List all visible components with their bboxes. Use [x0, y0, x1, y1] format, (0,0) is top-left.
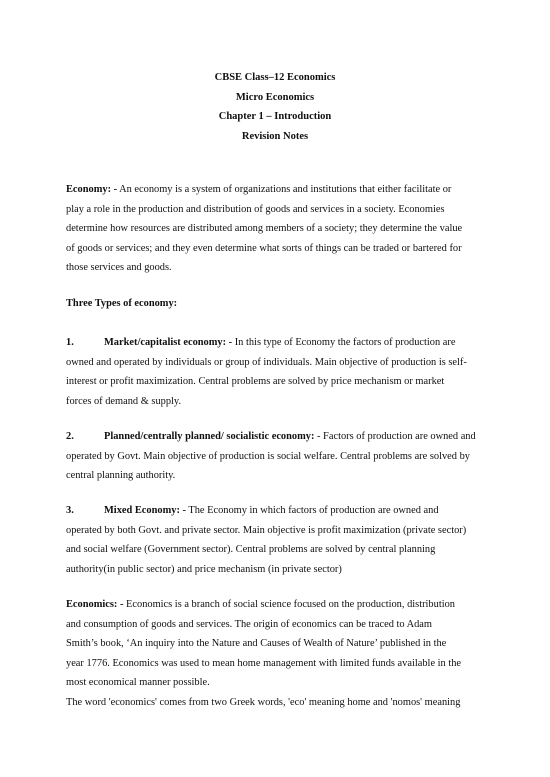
paragraph-line: 1. Market/capitalist economy: - In this type of Economy the factors of production are — [66, 333, 491, 353]
paragraph-line: interest or profit maximization. Central problems are solved by price mechanism or market — [66, 376, 445, 388]
paragraph-line: those services and goods. — [66, 262, 172, 274]
paragraph-line: Smith’s book, ‘An inquiry into the Nature and Causes of Wealth of Nature’ published in the — [66, 638, 447, 650]
header-chapter: Chapter 1 – Introduction — [218, 111, 332, 122]
market-term: Market/capitalist economy: - — [104, 337, 233, 348]
market-economy-item — [66, 333, 491, 411]
paragraph-line: forces of demand & supply. — [66, 395, 182, 407]
paragraph-line: most economical manner possible. — [66, 677, 210, 689]
paragraph-line: 2. Planned/centrally planned/ socialistic economy: - Factors of production are owned and — [66, 427, 491, 447]
document-header — [0, 68, 550, 146]
paragraph-line: Economy: - An economy is a system of organizations and institutions that either facilitate or — [66, 184, 452, 195]
header-subject: Micro Economics — [235, 91, 315, 103]
paragraph-line: authority(in public sector) and price mechanism (in private sector) — [66, 563, 342, 575]
paragraph-line: Economics: - Economics is a branch of social science focused on the production, distribution — [66, 599, 455, 610]
mixed-economy-item — [66, 501, 491, 579]
paragraph-line: of goods or services; and they even determine what sorts of things can be traded or bartered for — [66, 242, 462, 254]
paragraph-line: and consumption of goods and services. The origin of economics can be traced to Adam — [66, 618, 432, 630]
planned-economy-item — [66, 427, 491, 486]
paragraph-line: determine how resources are distributed among members of a society; they determine the value — [66, 223, 463, 235]
paragraph-line: year 1776. Economics was used to mean home management with limited funds available in the — [66, 657, 462, 669]
item-number: 3. — [66, 505, 74, 516]
paragraph-line: operated by Govt. Main objective of production is social welfare. Central problems are solved by — [66, 450, 470, 462]
item-number: 1. — [66, 337, 74, 348]
paragraph-line: central planning authority. — [66, 470, 176, 482]
paragraph-line: owned and operated by individuals or group of individuals. Main objective of production is self- — [66, 356, 467, 368]
mixed-term: Mixed Economy: - — [104, 505, 186, 516]
header-title: CBSE Class–12 Economics — [214, 72, 336, 83]
planned-term: Planned/centrally planned/ socialistic economy: — [104, 431, 315, 442]
paragraph-line: operated by both Govt. and private sector. Main objective is profit maximization (private sector) — [66, 524, 467, 536]
paragraph-line: The word 'economics' comes from two Greek words, 'eco' meaning home and 'nomos' meaning — [66, 696, 461, 708]
economy-definition — [66, 180, 491, 278]
types-heading: Three Types of economy: — [66, 298, 178, 309]
header-notes-label: Revision Notes — [241, 130, 309, 142]
item-number: 2. — [66, 431, 74, 442]
economy-term: Economy: - — [66, 184, 118, 195]
economics-term: Economics: - — [66, 599, 124, 610]
paragraph-line: 3. Mixed Economy: - The Economy in which factors of production are owned and — [66, 501, 491, 521]
paragraph-line: and social welfare (Government sector). Central problems are solved by central planning — [66, 544, 436, 556]
paragraph-line: play a role in the production and distribution of goods and services in a society. Economies — [66, 203, 445, 215]
economics-definition — [66, 595, 491, 713]
